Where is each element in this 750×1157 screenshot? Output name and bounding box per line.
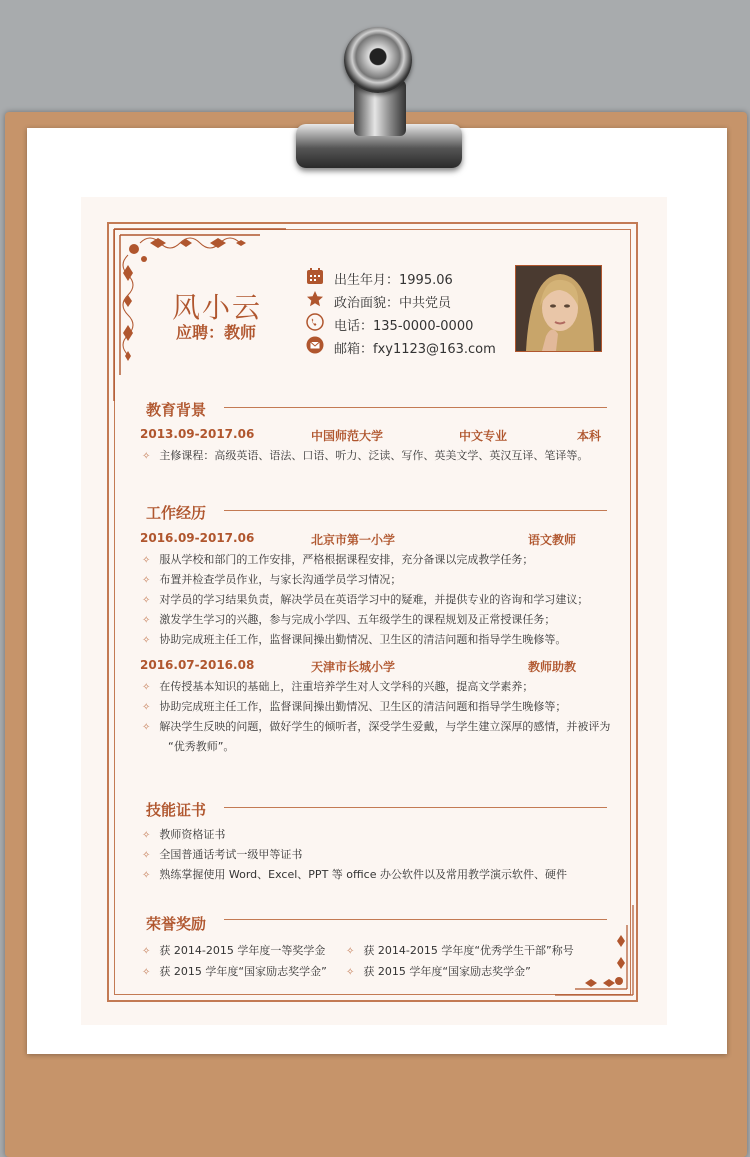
birth-text: 出生年月：1995.06 [334,273,453,288]
divider-education [224,407,607,408]
honor-item [346,942,574,958]
job2-item-continuation: “优秀教师”。 [168,740,235,753]
candidate-name: 风小云 [172,291,263,324]
section-title-honors: 荣誉奖励 [146,915,207,933]
skill-item [142,866,567,882]
job2-item [142,698,566,714]
bullet-icon: ✧ [346,967,355,978]
bullet-icon: ✧ [142,682,151,693]
applied-position: 应聘：教师 [176,323,257,342]
job1-date: 2016.09-2017.06 [140,531,255,545]
bullet-icon: ✧ [142,615,151,626]
job2-item-text: 协助完成班主任工作，监督课间操出勤情况、卫生区的清洁问题和指导学生晚修等； [159,700,567,713]
honor-item-text: 获 2015 学年度“国家励志奖学金” [363,965,531,978]
job1-item [142,591,588,607]
bullet-icon: ✧ [142,830,151,841]
job1-item [142,611,555,627]
section-title-skills: 技能证书 [146,801,207,819]
job1-org: 北京市第一小学 [311,533,396,547]
honor-item-text: 获 2015 学年度“国家励志奖学金” [159,965,327,978]
job2-item-text: 解决学生反映的问题，做好学生的倾听者，深受学生爱戴，与学生建立深厚的感情，并被评为 [159,720,611,733]
bullet-icon: ✧ [142,451,151,462]
job1-item [142,551,533,567]
job2-item [142,718,610,734]
edu-school: 中国师范大学 [311,429,384,443]
email-text: 邮箱：fxy1123@163.com [334,342,496,357]
bullet-icon: ✧ [142,722,151,733]
honor-item [142,963,327,979]
job1-item [142,631,566,647]
edu-courses [142,447,588,463]
job1-item-text: 服从学校和部门的工作安排，严格根据课程安排，充分备课以完成教学任务； [159,553,534,566]
bullet-icon: ✧ [142,702,151,713]
bullet-icon: ✧ [346,946,355,957]
phone-text: 电话：135-0000-0000 [334,319,474,334]
bullet-icon: ✧ [142,595,151,606]
skill-item [142,826,225,842]
section-title-work: 工作经历 [146,504,207,522]
clip-ring [344,27,412,93]
job1-role: 语文教师 [528,533,577,547]
profile-photo [515,265,602,352]
calendar-icon [306,267,324,285]
honor-item [142,942,325,958]
job1-item-text: 布置并检查学员作业，与家长沟通学员学习情况； [159,573,402,586]
portrait-image [516,266,601,351]
job2-item-text: 在传授基本知识的基础上，注重培养学生对人文学科的兴趣，提高文学素养； [159,680,534,693]
edu-date: 2013.09-2017.06 [140,427,255,441]
skill-item-text: 熟练掌握使用 Word、Excel、PPT 等 office 办公软件以及常用教学演示软件、硬件 [159,868,567,881]
divider-work [224,510,607,511]
job1-item-text: 激发学生学习的兴趣，参与完成小学四、五年级学生的课程规划及正常授课任务； [159,613,556,626]
honor-item [346,963,531,979]
job2-date: 2016.07-2016.08 [140,658,255,672]
bullet-icon: ✧ [142,555,151,566]
divider-skills [224,807,607,808]
edu-degree: 本科 [577,429,602,443]
job2-role: 教师助教 [528,660,577,674]
phone-icon [306,313,324,331]
politics-text: 政治面貌：中共党员 [334,296,452,311]
job2-item [142,678,533,694]
star-icon [306,290,324,308]
job1-item-text: 对学员的学习结果负责，解决学员在英语学习中的疑难，并提供专业的咨询和学习建议； [159,593,589,606]
bullet-icon: ✧ [142,946,151,957]
bullet-icon: ✧ [142,870,151,881]
skill-item [142,846,302,862]
honor-item-text: 获 2014-2015 学年度一等奖学金 [159,944,326,957]
bullet-icon: ✧ [142,967,151,978]
section-title-education: 教育背景 [146,401,207,419]
divider-honors [224,919,607,920]
bullet-icon: ✧ [142,575,151,586]
edu-courses-text: 主修课程：高级英语、语法、口语、听力、泛读、写作、英美文学、英汉互译、笔译等。 [159,449,589,462]
honor-item-text: 获 2014-2015 学年度“优秀学生干部”称号 [363,944,574,957]
job2-org: 天津市长城小学 [311,660,396,674]
mail-icon [306,336,324,354]
job1-item-text: 协助完成班主任工作，监督课间操出勤情况、卫生区的清洁问题和指导学生晚修等。 [159,633,567,646]
skill-item-text: 教师资格证书 [159,828,226,841]
skill-item-text: 全国普通话考试一级甲等证书 [159,848,303,861]
edu-major: 中文专业 [459,429,508,443]
bullet-icon: ✧ [142,850,151,861]
bullet-icon: ✧ [142,635,151,646]
job1-item [142,571,401,587]
